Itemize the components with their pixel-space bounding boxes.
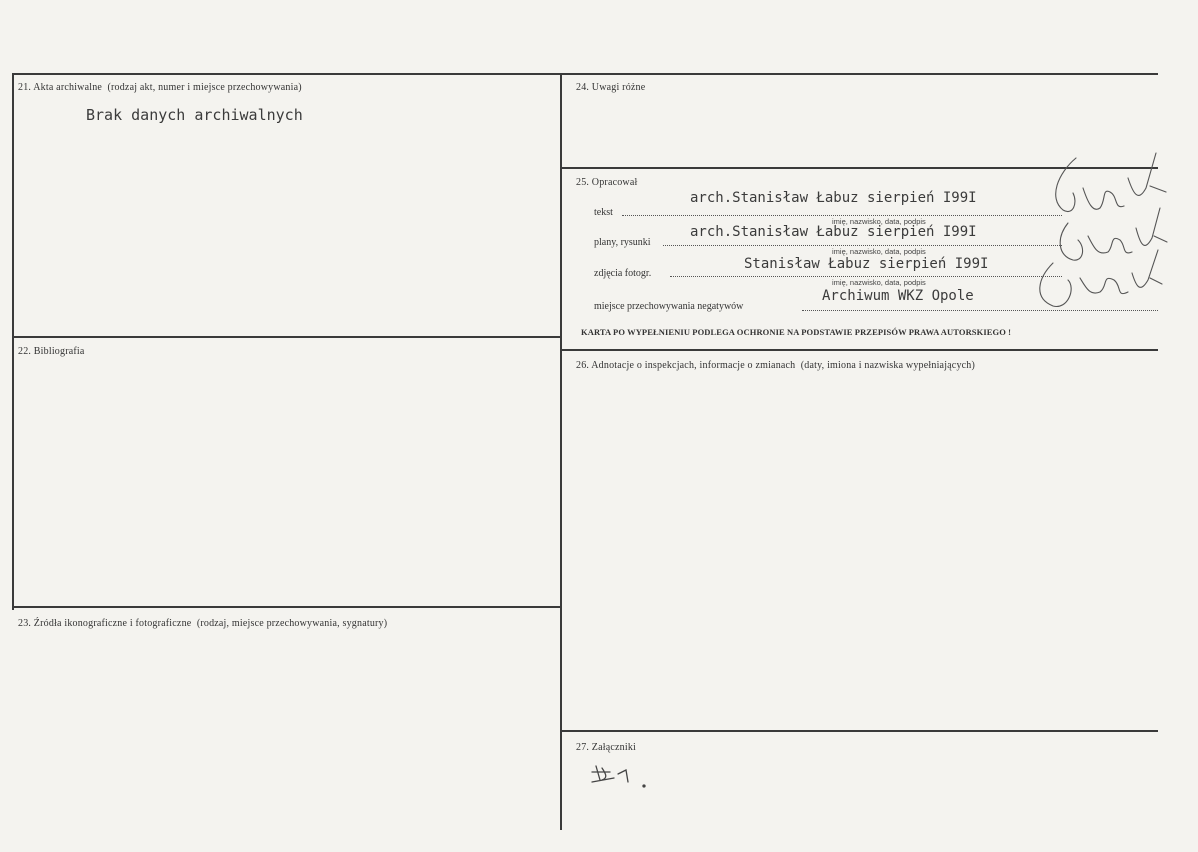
archival-records-text: Brak danych archiwalnych [86,106,303,124]
row-caption-photos: imię, nazwisko, data, podpis [832,278,926,287]
row-value-plans: arch.Stanisław Łabuz sierpień I99I [690,224,977,240]
section-26-label: 26. Adnotacje o inspekcjach, informacje o zmianach (daty, imiona i nazwiska wypełniających) [576,360,976,371]
section-21-label: 21. Akta archiwalne (rodzaj akt, numer i miejsce przechowywania) [18,82,302,93]
center-divider [560,73,562,830]
row-dots-text [622,215,1062,216]
row-caption-text: imię, nazwisko, data, podpis [832,217,926,226]
copyright-notice: KARTA PO WYPEŁNIENIU PODLEGA OCHRONIE NA PODSTAWIE PRZEPISÓW PRAWA AUTORSKIEGO ! [581,327,1012,337]
section-22-label: 22. Bibliografia [18,346,85,357]
section-24-label: 24. Uwagi różne [576,82,646,93]
rule-26-27 [562,730,1158,732]
row-label-text: tekst [594,207,613,218]
rule-25-26 [562,349,1158,351]
section-27-label: 27. Załączniki [576,742,636,753]
left-border [12,73,14,610]
row-label-plans: plany, rysunki [594,237,651,248]
signature-stack [1028,148,1168,313]
row-dots-photos [670,276,1062,277]
row-caption-plans: imię, nazwisko, data, podpis [832,247,926,256]
section-25-label: 25. Opracował [576,177,638,188]
row-value-photos: Stanisław Łabuz sierpień I99I [744,256,989,272]
top-rule [12,73,1158,75]
negatives-value: Archiwum WKZ Opole [822,288,974,304]
section-23-label: 23. Źródła ikonograficzne i fotograficzne (rodzaj, miejsce przechowywania, sygnatury) [18,618,388,629]
rule-21-22 [12,336,562,338]
row-value-text: arch.Stanisław Łabuz sierpień I99I [690,190,977,206]
rule-22-23 [12,606,562,608]
attachment-handwritten-mark [588,760,658,792]
row-dots-plans [663,245,1062,246]
negatives-label: miejsce przechowywania negatywów [594,301,744,312]
row-label-photos: zdjęcia fotogr. [594,268,652,279]
